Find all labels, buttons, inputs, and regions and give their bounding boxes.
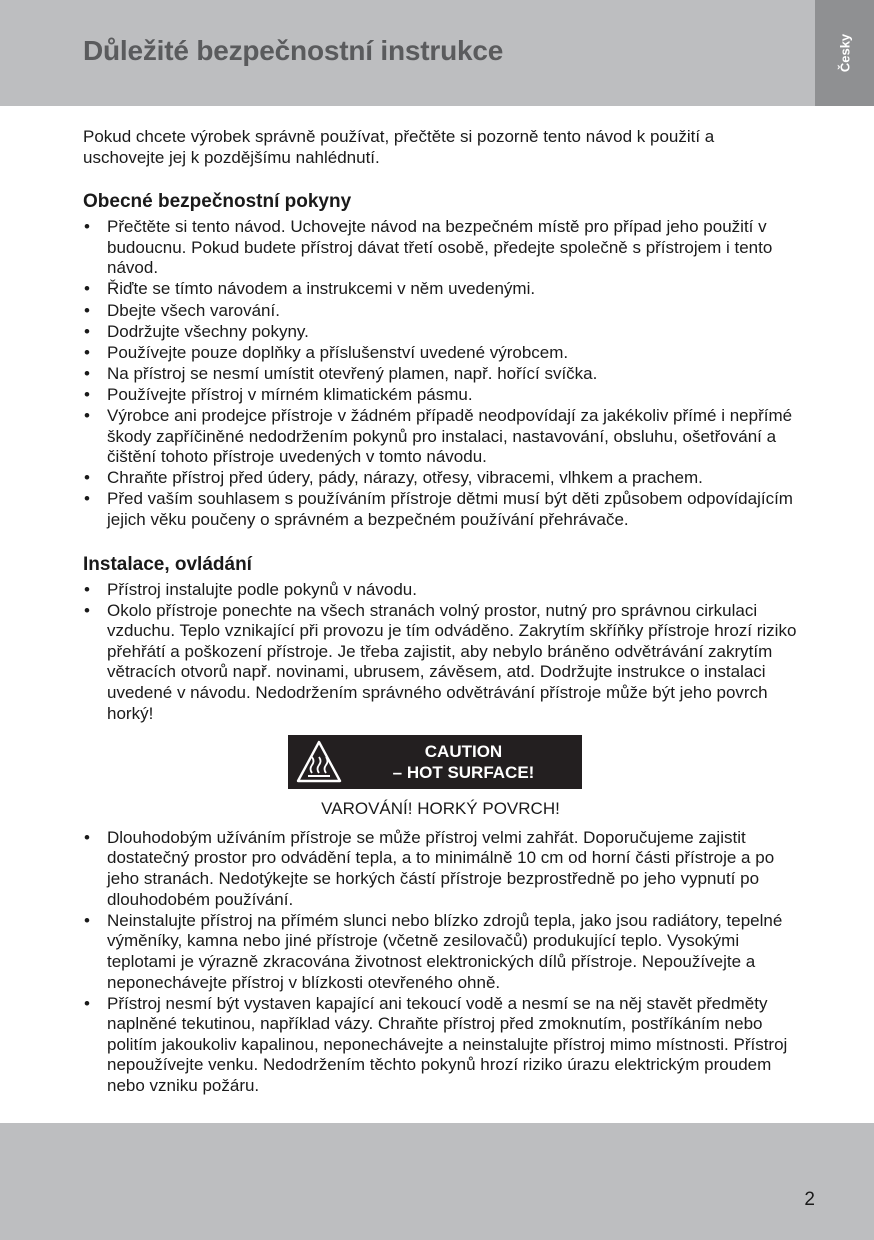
language-label: Česky bbox=[837, 33, 852, 73]
list-item: • Před vaším souhlasem s používáním přístroje dětmi musí být děti způsobem odpovídajícím jejich věku poučeny o správném a bezpečném používání přehrávače. bbox=[83, 489, 798, 530]
hot-surface-warning-icon bbox=[295, 739, 343, 785]
list-item: • Chraňte přístroj před údery, pády, nárazy, otřesy, vibracemi, vlhkem a prachem. bbox=[83, 468, 798, 489]
caution-label bbox=[288, 735, 582, 789]
caution-caption: VAROVÁNÍ! HORKÝ POVRCH! bbox=[321, 799, 560, 819]
list-item: • Výrobce ani prodejce přístroje v žádném případě neodpovídají za jakékoliv přímé i nepřímé škody zapříčiněné nedodržením pokynů pro instalaci, nastavování, obsluhu, ošetřování a čištění tohoto přístroje uvedených v tomto návodu. bbox=[83, 406, 798, 468]
intro-paragraph: Pokud chcete výrobek správně používat, přečtěte si pozorně tento návod k použití a uschovejte jej k pozdějšímu nahlédnutí. bbox=[83, 127, 715, 167]
list-item: • Používejte pouze doplňky a příslušenství uvedené výrobcem. bbox=[83, 343, 798, 364]
install-list-after bbox=[83, 828, 798, 1097]
document-body bbox=[83, 127, 798, 1097]
language-tab bbox=[815, 0, 874, 106]
list-item: • Na přístroj se nesmí umístit otevřený plamen, např. hořící svíčka. bbox=[83, 364, 798, 385]
list-item: • Přístroj nesmí být vystaven kapající ani tekoucí vodě a nesmí se na něj stavět předměty naplněné tekutinou, například vázy. Chraňte přístroj před zmoknutím, postříkáním nebo politím jakoukoliv kapalinou, neponechávejte a neinstalujte přístroj mimo místnosti. Přístroj nepoužívejte venku. Nedodržením těchto pokynů hrozí riziko úrazu elektrickým proudem nebo vzniku požáru. bbox=[83, 994, 798, 1097]
page-number: 2 bbox=[804, 1189, 815, 1210]
list-item: • Dlouhodobým užíváním přístroje se může přístroj velmi zahřát. Doporučujeme zajistit dostatečný prostor pro odvádění tepla, a to minimálně 10 cm od horní části přístroje a po jeho stranách. Nedotýkejte se horkých částí přístroje bezprostředně po jeho vypnutí po dlouhodobém používání. bbox=[83, 828, 798, 910]
list-item: • Okolo přístroje ponechte na všech stranách volný prostor, nutný pro správnou cirkulaci vzduchu. Teplo vznikající při provozu je tím odváděno. Zakrytím skříňky přístroje hrozí riziko přehřátí a poškození přístroje. Je třeba zajistit, aby nebylo bráněno odvětrávání zakrytím větracích otvorů např. novinami, ubrusem, závěsem, atd. Dodržujte instrukce o instalaci uvedené v návodu. Nedodržením správného odvětrávání přístroje může být jeho povrch horký! bbox=[83, 601, 798, 725]
list-item: • Řiďte se tímto návodem a instrukcemi v něm uvedenými. bbox=[83, 279, 798, 300]
section-heading-general: Obecné bezpečnostní pokyny bbox=[83, 191, 352, 213]
list-item: • Používejte přístroj v mírném klimatickém pásmu. bbox=[83, 385, 798, 406]
caution-label-wrapper bbox=[83, 735, 798, 789]
header-band bbox=[0, 0, 874, 106]
install-list-before bbox=[83, 580, 798, 725]
page-title: Důležité bezpečnostní instrukce bbox=[83, 35, 504, 66]
list-item: • Dbejte všech varování. bbox=[83, 301, 798, 322]
list-item: • Přístroj instalujte podle pokynů v návodu. bbox=[83, 580, 798, 601]
caution-line-2: – HOT SURFACE! bbox=[392, 763, 535, 783]
caution-line-1: CAUTION bbox=[424, 742, 503, 762]
list-item: • Přečtěte si tento návod. Uchovejte návod na bezpečném místě pro případ jeho použití v budoucnu. Pokud budete přístroj dávat třetí osobě, předejte společně s přístrojem i tento návod. bbox=[83, 217, 798, 279]
general-safety-list bbox=[83, 217, 798, 530]
footer-band bbox=[0, 1123, 874, 1240]
list-item: • Neinstalujte přístroj na přímém slunci nebo blízko zdrojů tepla, jako jsou radiátory, tepelné výměníky, kamna nebo jiné přístroje (včetně zesilovačů) produkující teplo. Vysokými teplotami je výrazně zkracována životnost elektronických dílů přístroje. Nepoužívejte a neponechávejte přístroj v blízkosti otevřeného ohně. bbox=[83, 911, 798, 993]
caution-text bbox=[393, 741, 535, 783]
list-item: • Dodržujte všechny pokyny. bbox=[83, 322, 798, 343]
section-heading-install: Instalace, ovládání bbox=[83, 553, 252, 575]
